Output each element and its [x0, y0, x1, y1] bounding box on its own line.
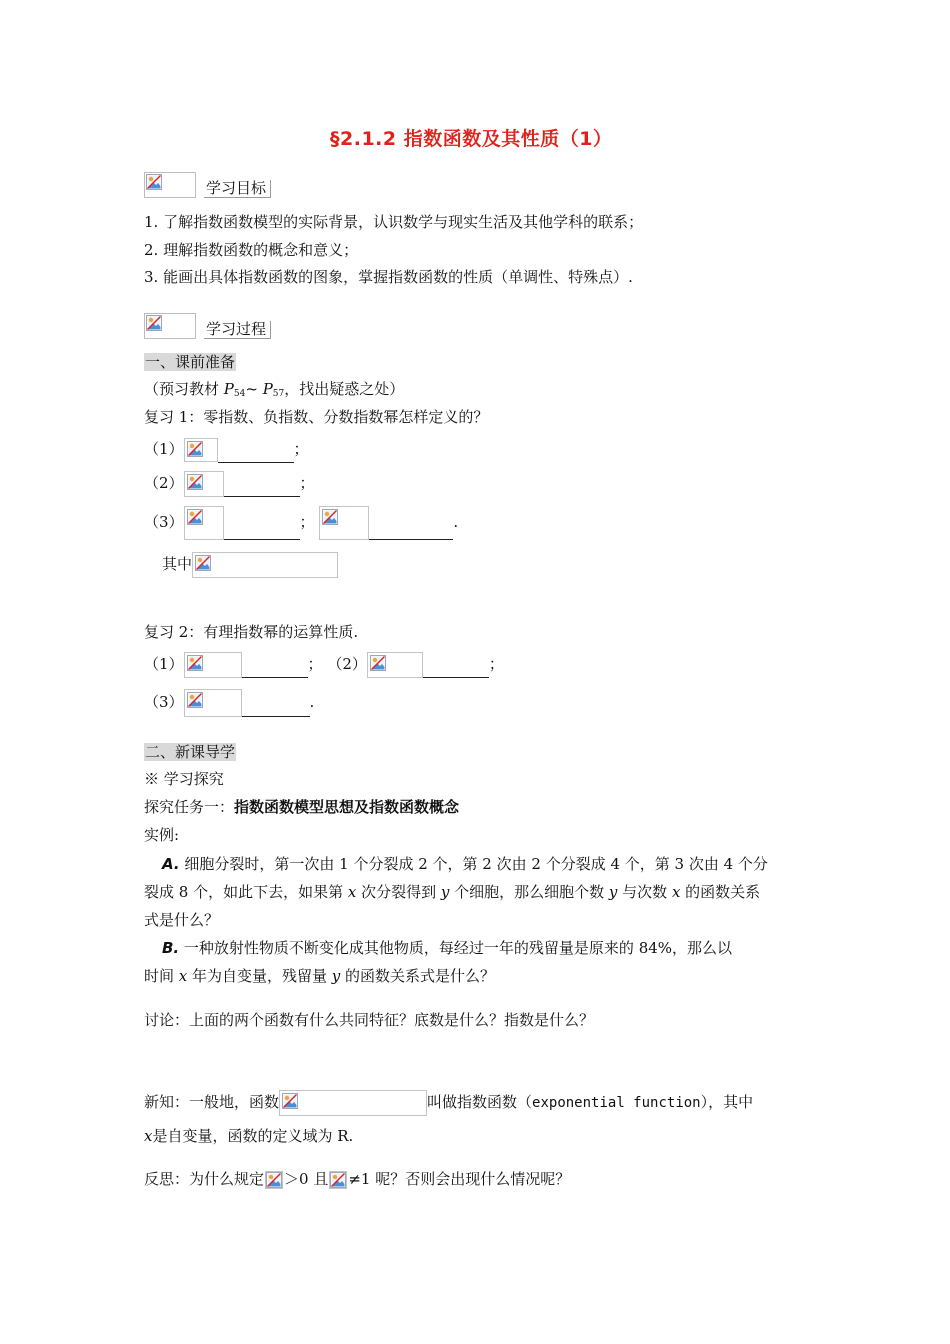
example-a-line-1	[162, 850, 768, 878]
text: ≠1 呢？否则会出现什么情况呢？	[348, 1170, 571, 1188]
period: .	[453, 513, 459, 531]
page-end: P	[262, 380, 273, 398]
text: 是自变量，函数的定义域为 R.	[152, 1127, 354, 1145]
formula-image	[329, 1171, 347, 1189]
review1-row-3	[144, 506, 458, 540]
where-label: 其中	[162, 555, 193, 573]
broken-image-icon	[187, 441, 203, 457]
text: 的函数关系式是什么？	[340, 967, 496, 985]
section-prep	[144, 348, 236, 376]
row-label: （1）	[144, 655, 184, 673]
review-2: 复习 2：有理指数幂的运算性质.	[144, 623, 359, 641]
broken-image-icon	[322, 509, 338, 525]
page-start-sub: 54	[233, 389, 246, 399]
broken-image-icon	[187, 474, 203, 490]
goal-item-1: 1. 了解指数函数模型的实际背景，认识数学与现实生活及其他学科的联系；	[144, 213, 644, 231]
answer-blank	[242, 702, 310, 717]
example-b-line-1	[162, 934, 732, 962]
formula-image	[265, 1171, 283, 1189]
formula-image	[319, 506, 369, 540]
var-x: x	[144, 1127, 153, 1145]
formula-image	[184, 438, 218, 462]
broken-image-icon	[187, 509, 203, 525]
semicolon: ；	[488, 655, 504, 673]
answer-blank	[369, 525, 453, 540]
review1-row-1	[144, 435, 309, 463]
review2-row-1	[144, 650, 504, 678]
text: 次分裂得到	[356, 883, 441, 901]
example-b-line-2	[144, 962, 495, 990]
formula-image	[184, 689, 242, 717]
answer-blank	[224, 525, 300, 540]
discussion: 讨论：上面的两个函数有什么共同特征？底数是什么？指数是什么？	[144, 1011, 595, 1029]
explore-heading: ※ 学习探究	[144, 770, 224, 788]
new-knowledge-line-2	[144, 1122, 353, 1150]
row-label: （2）	[144, 474, 184, 492]
example-b-text: 一种放射性物质不断变化成其他物质，每经过一年的残留量是原来的 84%，那么以	[183, 939, 733, 957]
review-1: 复习 1：零指数、负指数、分数指数幂怎样定义的？	[144, 408, 489, 426]
task-one	[144, 793, 459, 821]
document-title: §2.1.2 指数函数及其性质（1）	[330, 128, 613, 150]
semicolon: ；	[293, 440, 309, 458]
semicolon: ；	[299, 513, 315, 531]
broken-image-icon	[187, 692, 203, 708]
broken-image-icon	[266, 1172, 282, 1188]
goals-badge-image	[144, 172, 196, 198]
var-x: x	[347, 883, 357, 901]
formula-image	[184, 471, 224, 497]
period: .	[309, 693, 315, 711]
var-y: y	[331, 967, 341, 985]
text: 新知：一般地，函数	[144, 1093, 280, 1111]
row-label: （1）	[144, 440, 184, 458]
english-term: exponential function	[532, 1095, 701, 1111]
section-prep-label: 一、课前准备	[145, 353, 236, 371]
example-a-line-2	[144, 878, 760, 906]
answer-blank	[224, 482, 300, 497]
text: 与次数	[617, 883, 672, 901]
broken-image-icon	[370, 655, 386, 671]
text: 裂成 8 个，如此下去，如果第	[144, 883, 348, 901]
text: ），其中	[700, 1093, 754, 1111]
process-header	[144, 313, 271, 339]
where-row	[162, 550, 338, 578]
formula-image	[279, 1090, 427, 1116]
page-tilde: ~	[245, 380, 258, 398]
example-a-label: A.	[162, 855, 180, 873]
formula-image	[184, 506, 224, 540]
page-start: P	[223, 380, 234, 398]
row-label: （2）	[327, 655, 367, 673]
row-label: （3）	[144, 513, 184, 531]
reflection	[144, 1165, 570, 1193]
broken-image-icon	[282, 1093, 298, 1109]
broken-image-icon	[187, 655, 203, 671]
row-label: （3）	[144, 693, 184, 711]
review2-row-3	[144, 688, 314, 717]
formula-image	[367, 652, 423, 678]
answer-blank	[218, 448, 294, 463]
text: ＞0 且	[284, 1170, 329, 1188]
example-b-label: B.	[162, 939, 180, 957]
var-x: x	[671, 883, 681, 901]
broken-image-icon	[330, 1172, 346, 1188]
text: 叫做指数函数（	[427, 1093, 533, 1111]
preview-prefix: （预习教材	[144, 380, 224, 398]
var-y: y	[608, 883, 618, 901]
task-title: 指数函数模型思想及指数函数概念	[234, 798, 460, 816]
broken-image-icon	[146, 315, 162, 331]
task-prefix: 探究任务一：	[144, 798, 235, 816]
semicolon: ；	[299, 474, 315, 492]
var-y: y	[440, 883, 450, 901]
goal-item-3: 3. 能画出具体指数函数的图象，掌握指数函数的性质（单调性、特殊点）.	[144, 268, 633, 286]
page-end-sub: 57	[272, 389, 285, 399]
goal-item-2: 2. 理解指数函数的概念和意义；	[144, 241, 359, 259]
var-x: x	[178, 967, 188, 985]
text: 反思：为什么规定	[144, 1170, 265, 1188]
text: 的函数关系	[680, 883, 761, 901]
text: 时间	[144, 967, 179, 985]
text: 年为自变量，残留量	[187, 967, 332, 985]
formula-image	[192, 552, 338, 578]
section-new	[144, 738, 236, 766]
formula-image	[184, 652, 242, 678]
section-new-label: 二、新课导学	[145, 743, 236, 761]
answer-blank	[423, 663, 489, 678]
text: 个细胞，那么细胞个数	[449, 883, 609, 901]
goals-heading: 学习目标	[204, 180, 271, 198]
answer-blank	[242, 663, 308, 678]
new-knowledge-line-1	[144, 1088, 753, 1117]
example-a-line-3: 式是什么？	[144, 911, 220, 929]
example-label: 实例:	[144, 826, 180, 844]
goals-header	[144, 172, 271, 198]
semicolon: ；	[307, 655, 323, 673]
broken-image-icon	[146, 174, 162, 190]
process-heading: 学习过程	[204, 321, 271, 339]
example-a-text: 细胞分裂时，第一次由 1 个分裂成 2 个，第 2 次由 2 个分裂成 4 个，第 3 次由 4 个分	[184, 855, 768, 873]
review1-row-2	[144, 469, 315, 497]
preview-suffix: ，找出疑惑之处）	[284, 380, 405, 398]
process-badge-image	[144, 313, 196, 339]
broken-image-icon	[195, 555, 211, 571]
